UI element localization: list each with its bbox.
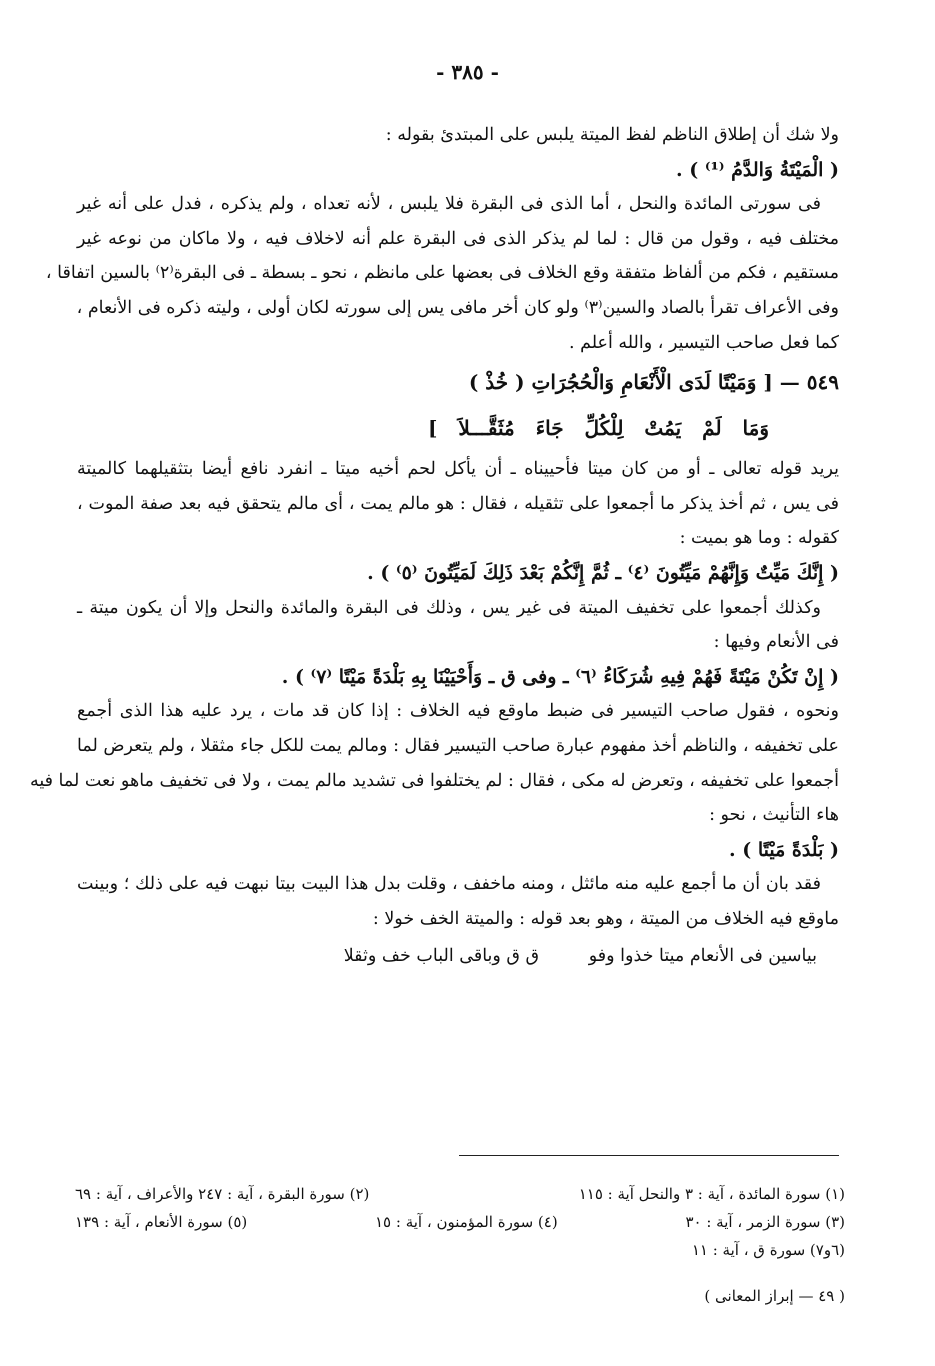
- text-line: فى سورتى المائدة والنحل ، أما الذى فى البقرة فلا يلبس ، لأنه تعداه ، ولم يذكره ، فدل على أنه غير: [77, 194, 821, 215]
- poem-second-hemistich: ق ق وباقى الباب خف وثقلا: [343, 946, 540, 967]
- footnote: (٥) سورة الأنعام ، آية : ١٣٩: [75, 1213, 248, 1231]
- footnote: (٤) سورة المؤمنون ، آية : ١٥: [375, 1213, 558, 1231]
- text-line: كما فعل صاحب التيسير ، والله أعلم .: [568, 332, 839, 353]
- quran-quote: ( الْمَيْتَةُ وَالدَّمُ ⁽¹⁾ ) .: [675, 158, 839, 181]
- main-text: [29, 118, 839, 976]
- footnote: (٢) سورة البقرة ، آية : ٢٤٧ والأعراف ، آية : ٦٩: [75, 1185, 370, 1203]
- text-line: فى يس ، ثم أخذ يذكر ما أجمعوا على تثقيله ، فقال : هو مالم يمت ، أى مالم يتحقق فيه بعد صفة الموت ،: [77, 493, 839, 514]
- text-line: يريد قوله تعالى ـ أو من كان ميتا فأحييناه ـ أن يأكل لحم أخيه ميتا ـ انفرد نافع أيضا بتثقيلهما كالميتة: [77, 459, 839, 480]
- footnote: (٣) سورة الزمر ، آية : ٣٠: [685, 1213, 845, 1231]
- text-line: على تخفيفه ، والناظم أخذ مفهوم عبارة صاحب التيسير فقال : ومالم يمت للكل جاء مثقلا ، ولم يتعرض لما: [77, 735, 839, 756]
- footnote: (٦و٧) سورة ق ، آية : ١١: [691, 1241, 845, 1259]
- text-line: أجمعوا على تخفيفه ، وتعرض له مكى ، فقال : لم يختلفوا فى تشديد مالم يمت ، ولا فى تخفيف ماهو نعت لما فيه: [29, 770, 839, 791]
- text-line: مختلف فيه ، وقول من قال : لما لم يذكر الذى فى البقرة علم أنه لاخلاف فيه ، ولا ماكان من نوعه غير: [77, 228, 839, 249]
- poem-verse-549-line-1: ٥٤٩ — [ وَمَيْتًا لَدَى الْأَنْعَامِ وَالْحُجُرَاتِ ( خُذْ ): [468, 370, 839, 395]
- text-line: ولا شك أن إطلاق الناظم لفظ الميتة يلبس على المبتدئ بقوله :: [385, 125, 839, 145]
- page-number: - ٣٨٥ -: [436, 60, 499, 84]
- text-line: مستقيم ، فكم من ألفاظ متفقة وقع الخلاف فى بعضها على مانظم ، نحو ـ بسطة ـ فى البقرة⁽٢⁾ بالسين اتفاقا ،: [45, 263, 839, 284]
- text-line: هاء التأنيث ، نحو :: [709, 805, 839, 826]
- footnote-row: [75, 1180, 845, 1208]
- text-line: وفى الأعراف تقرأ بالصاد والسين⁽٣⁾ ولو كان أخر مافى يس إلى سورته لكان أولى ، وليته ذكره فى الأنعام ،: [76, 297, 839, 318]
- text-line: فى الأنعام وفيها :: [713, 632, 839, 653]
- quran-quote: ( بَلْدَةً مَيْتًا ) .: [729, 838, 839, 861]
- signature-mark: ( ٤٩ — إبراز المعانى ): [704, 1287, 845, 1305]
- text-line: ماوقع فيه الخلاف من الميتة ، وهو بعد قوله : والميتة الخف خولا :: [372, 908, 839, 929]
- quran-quote: ( إِنَّكَ مَيِّتٌ وَإِنَّهُمْ مَيِّتُونَ ⁽٤⁾ ـ ثُمَّ إِنَّكُمْ بَعْدَ ذَلِكَ لَمَيِّتُونَ ⁽٥⁾ ) .: [367, 561, 839, 584]
- footnotes: [75, 1180, 845, 1264]
- text-line: فقد بان أن ما أجمع عليه منه مائثل ، ومنه ماخفف ، وقلت بدل هذا البيت بيتا نبهت فيه على ذلك ؛ وبينت: [77, 874, 821, 895]
- footnote: (١) سورة المائدة ، آية : ٣ والنحل آية : ١١٥: [578, 1185, 845, 1203]
- text-line: وكذلك أجمعوا على تخفيف الميتة فى غير يس ، وذلك فى البقرة والمائدة والنحل وإلا أن يكون ميتة ـ: [77, 597, 821, 618]
- footnote-separator: [459, 1155, 839, 1156]
- text-line: ونحوه ، فقول صاحب التيسير فى ضبط ماوقع فيه الخلاف : إذا كان قد مات ، يرد عليه هذا الذى أجمع: [77, 701, 839, 722]
- footnote-row: [75, 1208, 845, 1236]
- poem-first-hemistich: بياسين فى الأنعام ميتا خذوا وفو: [588, 946, 817, 967]
- quran-quote: ( إِنْ تَكُنْ مَيْتَةً فَهُمْ فِيهِ شُرَكَاءُ ⁽٦⁾ ـ وفى ق ـ وَأَحْيَيْنَا بِهِ بَلْدَةً مَيْتًا ⁽٧⁾ ) .: [281, 665, 839, 688]
- poem-verse-549-line-2: وَمَا لَمْ يَمُتْ لِلْكُلِّ جَاءَ مُثَقَّـــلاَ ]: [427, 416, 769, 441]
- poem-verse: [77, 936, 839, 976]
- footnote-row: [75, 1236, 845, 1264]
- text-line: كقوله : وما هو بميت :: [679, 528, 839, 549]
